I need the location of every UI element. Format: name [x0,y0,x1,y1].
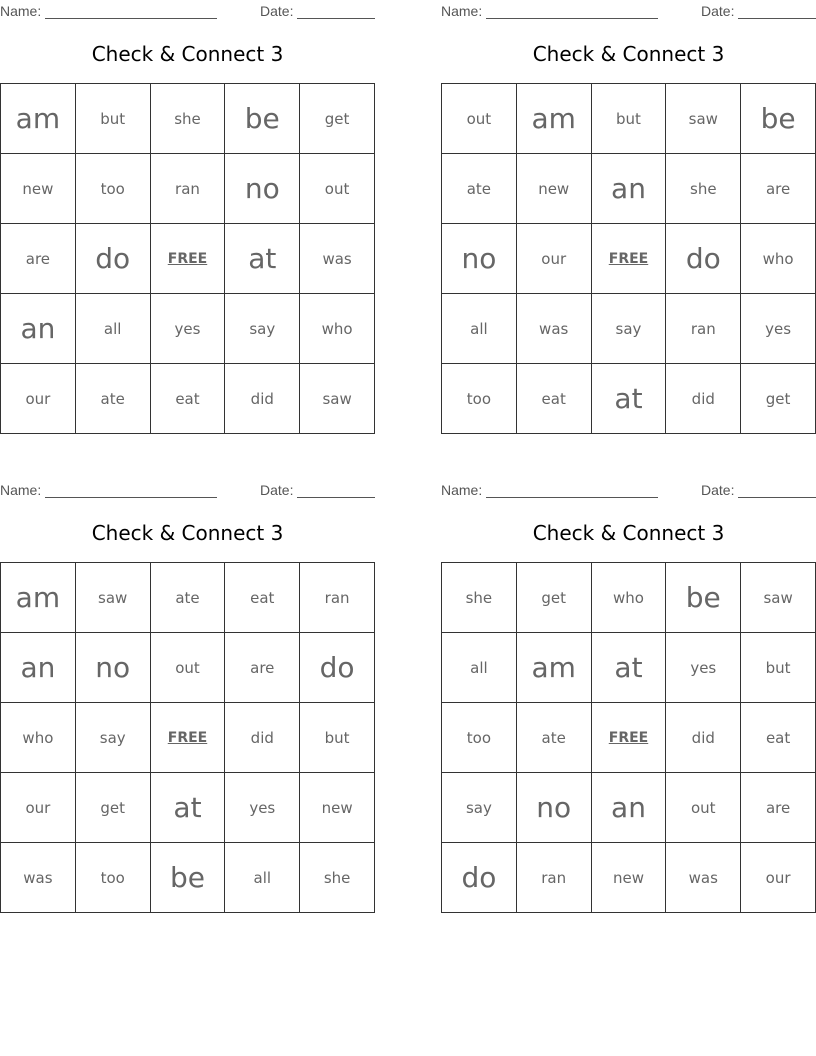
bingo-cell: out [666,773,741,843]
bingo-cell: eat [741,703,816,773]
bingo-cell: our [1,364,76,434]
date-label: Date: [701,3,735,19]
card-title: Check & Connect 3 [532,521,725,545]
bingo-cell: was [517,294,592,364]
bingo-grid [0,83,375,434]
bingo-cell: are [1,224,76,294]
bingo-cell: an [1,294,76,364]
bingo-cell: ate [76,364,151,434]
bingo-cell: all [442,294,517,364]
bingo-cell: say [225,294,300,364]
bingo-cell: get [741,364,816,434]
name-line [486,18,658,19]
bingo-cell: out [442,84,517,154]
bingo-cell: ran [300,563,375,633]
bingo-cell: who [1,703,76,773]
bingo-cell: am [1,563,76,633]
name-date-row [441,482,816,498]
bingo-cell: who [741,224,816,294]
bingo-cell: am [1,84,76,154]
bingo-cell: eat [151,364,226,434]
bingo-cell: be [741,84,816,154]
bingo-cell: all [76,294,151,364]
bingo-cell: ate [517,703,592,773]
bingo-cell: do [666,224,741,294]
bingo-cell: get [517,563,592,633]
bingo-cell: was [300,224,375,294]
bingo-card-2 [441,0,816,435]
bingo-cell: saw [741,563,816,633]
bingo-cell: are [225,633,300,703]
bingo-grid [441,562,816,913]
date-label: Date: [701,482,735,498]
bingo-cell: all [225,843,300,913]
bingo-cell: was [1,843,76,913]
bingo-cell: an [592,773,667,843]
bingo-cell: do [442,843,517,913]
bingo-cell: ran [517,843,592,913]
free-space: FREE [592,224,667,294]
bingo-cell: yes [151,294,226,364]
bingo-cell: am [517,633,592,703]
bingo-cell: say [442,773,517,843]
bingo-cell: did [225,703,300,773]
bingo-cell: yes [741,294,816,364]
bingo-cell: she [151,84,226,154]
bingo-cell: was [666,843,741,913]
name-label: Name: [441,482,483,498]
bingo-cell: our [1,773,76,843]
bingo-cell: do [76,224,151,294]
bingo-cell: but [300,703,375,773]
bingo-cell: at [225,224,300,294]
bingo-cell: out [151,633,226,703]
date-line [738,18,816,19]
bingo-cell: no [225,154,300,224]
name-line [486,497,658,498]
bingo-cell: new [517,154,592,224]
bingo-cell: ran [666,294,741,364]
bingo-cell: but [76,84,151,154]
bingo-cell: new [300,773,375,843]
name-label: Name: [0,482,42,498]
bingo-cell: am [517,84,592,154]
bingo-cell: an [1,633,76,703]
bingo-cell: too [442,703,517,773]
card-title: Check & Connect 3 [91,521,284,545]
free-space: FREE [151,703,226,773]
free-space: FREE [151,224,226,294]
bingo-cell: are [741,154,816,224]
bingo-cell: at [592,364,667,434]
bingo-card-1 [0,0,375,435]
bingo-cell: ran [151,154,226,224]
date-line [297,497,375,498]
card-title: Check & Connect 3 [91,42,284,66]
bingo-cell: saw [666,84,741,154]
bingo-cell: new [592,843,667,913]
name-label: Name: [0,3,42,19]
bingo-cell: eat [225,563,300,633]
bingo-cell: say [592,294,667,364]
bingo-cell: no [517,773,592,843]
bingo-cell: who [300,294,375,364]
bingo-grid [441,83,816,434]
bingo-cell: our [517,224,592,294]
name-date-row [441,3,816,19]
bingo-cell: too [442,364,517,434]
bingo-cell: she [300,843,375,913]
bingo-cell: ate [151,563,226,633]
date-label: Date: [260,3,294,19]
bingo-cell: new [1,154,76,224]
bingo-cell: are [741,773,816,843]
bingo-cell: too [76,843,151,913]
bingo-card-4 [441,479,816,914]
name-date-row [0,3,375,19]
bingo-cell: yes [666,633,741,703]
name-line [45,497,217,498]
date-line [297,18,375,19]
bingo-cell: did [666,703,741,773]
bingo-cell: at [592,633,667,703]
bingo-cell: no [442,224,517,294]
bingo-cell: all [442,633,517,703]
name-label: Name: [441,3,483,19]
bingo-grid [0,562,375,913]
bingo-cell: saw [76,563,151,633]
bingo-cell: get [76,773,151,843]
bingo-cell: get [300,84,375,154]
bingo-cell: but [741,633,816,703]
bingo-cell: out [300,154,375,224]
bingo-cell: ate [442,154,517,224]
bingo-cell: no [76,633,151,703]
bingo-cell: too [76,154,151,224]
bingo-cell: be [151,843,226,913]
bingo-cell: she [442,563,517,633]
bingo-cell: she [666,154,741,224]
date-line [738,497,816,498]
bingo-cell: our [741,843,816,913]
bingo-cell: who [592,563,667,633]
bingo-cell: do [300,633,375,703]
bingo-cell: an [592,154,667,224]
bingo-cell: did [225,364,300,434]
bingo-cell: be [666,563,741,633]
bingo-cell: yes [225,773,300,843]
bingo-cell: say [76,703,151,773]
bingo-cell: but [592,84,667,154]
card-title: Check & Connect 3 [532,42,725,66]
date-label: Date: [260,482,294,498]
bingo-card-3 [0,479,375,914]
name-date-row [0,482,375,498]
bingo-cell: be [225,84,300,154]
free-space: FREE [592,703,667,773]
bingo-cell: at [151,773,226,843]
bingo-cell: eat [517,364,592,434]
bingo-cell: did [666,364,741,434]
name-line [45,18,217,19]
bingo-cell: saw [300,364,375,434]
